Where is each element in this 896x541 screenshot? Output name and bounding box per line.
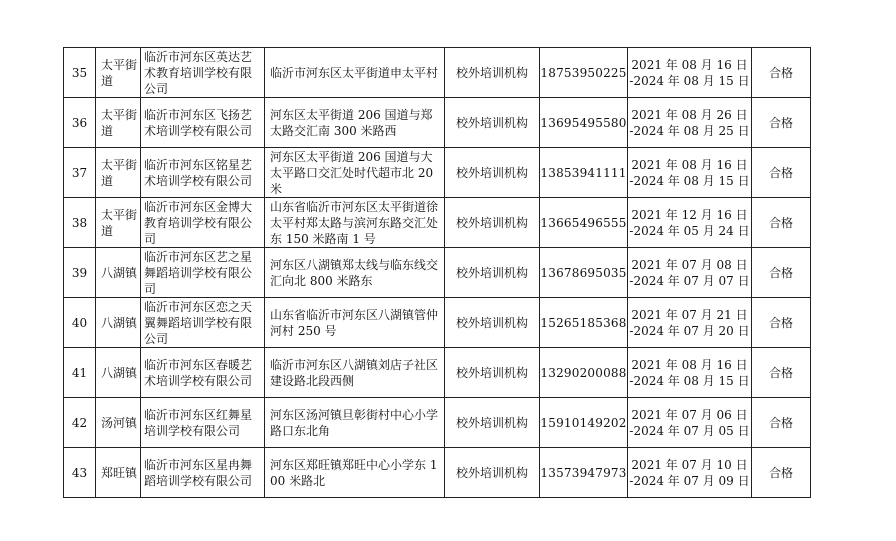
street-cell: 太平街道 [96, 198, 141, 248]
institution-name-cell: 临沂市河东区春暖艺术培训学校有限公司 [141, 348, 265, 398]
row-number-cell: 38 [64, 198, 96, 248]
street-cell: 汤河镇 [96, 398, 141, 448]
validity-start-date: 2021 年 07 月 10 日 [631, 457, 748, 472]
result-cell: 合格 [752, 298, 811, 348]
validity-start-date: 2021 年 07 月 06 日 [631, 407, 748, 422]
validity-end-date: -2024 年 08 月 15 日 [629, 73, 750, 88]
validity-start-date: 2021 年 12 月 16 日 [631, 207, 748, 222]
phone-cell: 15265185368 [540, 298, 628, 348]
institution-type-cell: 校外培训机构 [445, 298, 540, 348]
row-number-cell: 41 [64, 348, 96, 398]
validity-end-date: -2024 年 07 月 05 日 [629, 423, 750, 438]
address-cell: 临沂市河东区八湖镇刘店子社区建设路北段西侧 [265, 348, 445, 398]
row-number-cell: 43 [64, 448, 96, 498]
validity-end-date: -2024 年 08 月 15 日 [629, 373, 750, 388]
table-row [64, 348, 811, 398]
table-row [64, 448, 811, 498]
institution-type-cell: 校外培训机构 [445, 448, 540, 498]
validity-end-date: -2024 年 07 月 20 日 [629, 323, 750, 338]
table-row [64, 248, 811, 298]
validity-period-cell [628, 98, 752, 148]
street-cell: 八湖镇 [96, 248, 141, 298]
address-cell: 临沂市河东区太平街道申太平村 [265, 48, 445, 98]
result-cell: 合格 [752, 98, 811, 148]
validity-start-date: 2021 年 08 月 26 日 [631, 107, 748, 122]
address-cell: 山东省临沂市河东区太平街道徐太平村郑太路与滨河东路交汇处东 150 米路南 1 号 [265, 198, 445, 248]
address-cell: 河东区汤河镇旦彰街村中心小学路口东北角 [265, 398, 445, 448]
institution-type-cell: 校外培训机构 [445, 248, 540, 298]
institution-name-cell: 临沂市河东区艺之星舞蹈培训学校有限公司 [141, 248, 265, 298]
table-row [64, 98, 811, 148]
street-cell: 太平街道 [96, 148, 141, 198]
result-cell: 合格 [752, 148, 811, 198]
result-cell: 合格 [752, 448, 811, 498]
validity-period-cell [628, 448, 752, 498]
institution-name-cell: 临沂市河东区恋之天翼舞蹈培训学校有限公司 [141, 298, 265, 348]
address-cell: 河东区太平街道 206 国道与大太平路口交汇处时代超市北 20 米 [265, 148, 445, 198]
phone-cell: 13290200088 [540, 348, 628, 398]
table-row [64, 148, 811, 198]
table-row [64, 198, 811, 248]
institution-name-cell: 临沂市河东区铭星艺术培训学校有限公司 [141, 148, 265, 198]
institution-name-cell: 临沂市河东区飞扬艺术培训学校有限公司 [141, 98, 265, 148]
phone-cell: 15910149202 [540, 398, 628, 448]
validity-start-date: 2021 年 08 月 16 日 [631, 157, 748, 172]
street-cell: 八湖镇 [96, 298, 141, 348]
institution-name-cell: 临沂市河东区星冉舞蹈培训学校有限公司 [141, 448, 265, 498]
institution-type-cell: 校外培训机构 [445, 398, 540, 448]
institution-type-cell: 校外培训机构 [445, 348, 540, 398]
validity-period-cell [628, 198, 752, 248]
institution-table-container [63, 47, 810, 498]
result-cell: 合格 [752, 198, 811, 248]
table-row [64, 398, 811, 448]
validity-start-date: 2021 年 07 月 21 日 [631, 307, 748, 322]
validity-start-date: 2021 年 08 月 16 日 [631, 57, 748, 72]
institution-type-cell: 校外培训机构 [445, 98, 540, 148]
institution-name-cell: 临沂市河东区英达艺术教育培训学校有限公司 [141, 48, 265, 98]
address-cell: 山东省临沂市河东区八湖镇管仲河村 250 号 [265, 298, 445, 348]
validity-period-cell [628, 298, 752, 348]
street-cell: 八湖镇 [96, 348, 141, 398]
row-number-cell: 42 [64, 398, 96, 448]
validity-period-cell [628, 48, 752, 98]
street-cell: 太平街道 [96, 98, 141, 148]
street-cell: 太平街道 [96, 48, 141, 98]
phone-cell: 13678695035 [540, 248, 628, 298]
institution-table [63, 47, 811, 498]
row-number-cell: 35 [64, 48, 96, 98]
validity-period-cell [628, 248, 752, 298]
validity-end-date: -2024 年 07 月 07 日 [629, 273, 750, 288]
institution-type-cell: 校外培训机构 [445, 48, 540, 98]
institution-type-cell: 校外培训机构 [445, 148, 540, 198]
street-cell: 郑旺镇 [96, 448, 141, 498]
phone-cell: 13573947973 [540, 448, 628, 498]
result-cell: 合格 [752, 398, 811, 448]
validity-start-date: 2021 年 08 月 16 日 [631, 357, 748, 372]
validity-period-cell [628, 348, 752, 398]
phone-cell: 13665496555 [540, 198, 628, 248]
address-cell: 河东区郑旺镇郑旺中心小学东 100 米路北 [265, 448, 445, 498]
row-number-cell: 37 [64, 148, 96, 198]
institution-name-cell: 临沂市河东区红舞星培训学校有限公司 [141, 398, 265, 448]
table-row [64, 298, 811, 348]
validity-period-cell [628, 148, 752, 198]
address-cell: 河东区太平街道 206 国道与郑太路交汇南 300 米路西 [265, 98, 445, 148]
validity-end-date: -2024 年 08 月 15 日 [629, 173, 750, 188]
result-cell: 合格 [752, 48, 811, 98]
row-number-cell: 39 [64, 248, 96, 298]
address-cell: 河东区八湖镇郑太线与临东线交汇向北 800 米路东 [265, 248, 445, 298]
result-cell: 合格 [752, 248, 811, 298]
row-number-cell: 40 [64, 298, 96, 348]
phone-cell: 18753950225 [540, 48, 628, 98]
validity-end-date: -2024 年 05 月 24 日 [629, 223, 750, 238]
validity-end-date: -2024 年 08 月 25 日 [629, 123, 750, 138]
row-number-cell: 36 [64, 98, 96, 148]
validity-start-date: 2021 年 07 月 08 日 [631, 257, 748, 272]
institution-type-cell: 校外培训机构 [445, 198, 540, 248]
result-cell: 合格 [752, 348, 811, 398]
validity-end-date: -2024 年 07 月 09 日 [629, 473, 750, 488]
phone-cell: 13695495580 [540, 98, 628, 148]
table-body [64, 48, 811, 498]
validity-period-cell [628, 398, 752, 448]
institution-name-cell: 临沂市河东区金博大教育培训学校有限公司 [141, 198, 265, 248]
phone-cell: 13853941111 [540, 148, 628, 198]
table-row [64, 48, 811, 98]
